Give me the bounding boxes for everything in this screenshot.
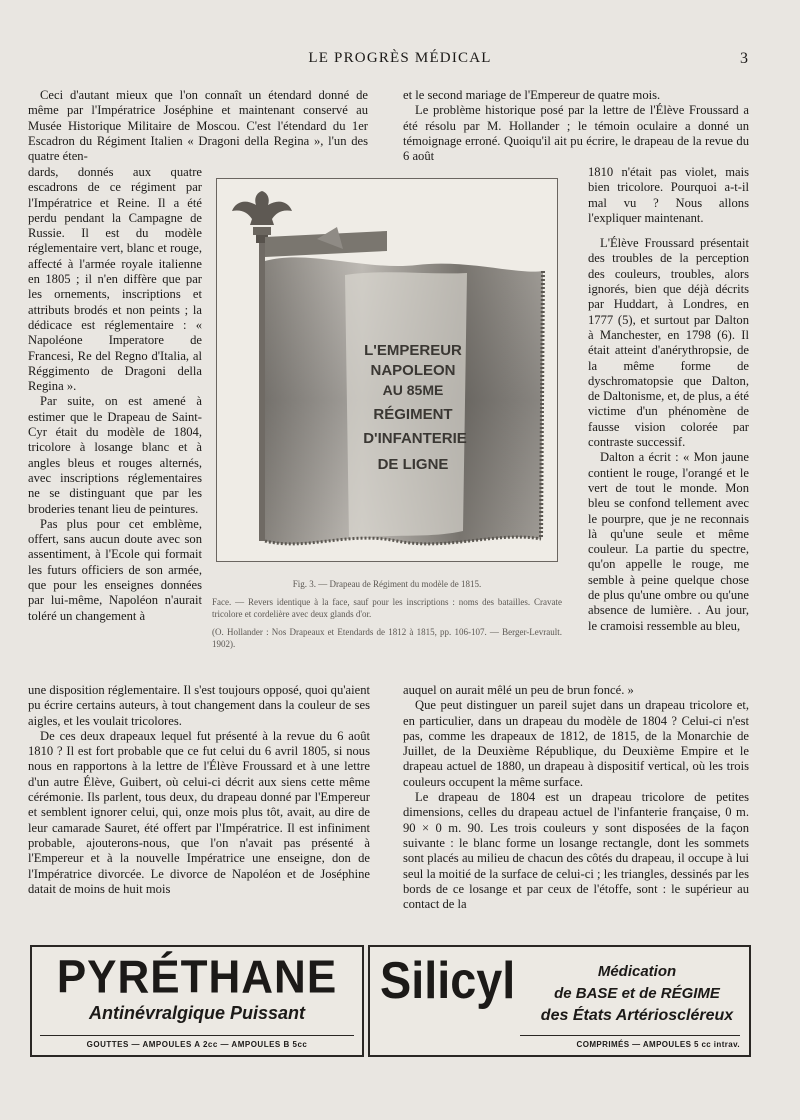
- advertisement-silicyl: [368, 945, 751, 1057]
- right-column-bottom: [403, 683, 749, 912]
- figure-caption: [212, 578, 562, 650]
- ad-tag-line: des États Artérioscléreux: [540, 1007, 734, 1024]
- paragraph: une disposition réglementaire. Il s'est toujours opposé, quoi qu'aient pu écrire certains auteurs, à tout changement dans la couleur de ses aigles, et les voulait tricolores.: [28, 683, 370, 728]
- paragraph: Pas plus pour cet emblème, offert, sans aucun doute avec son assentiment, à l'Ecole qui formait les futurs officiers de son armée, que pour les enseignes données par lui-même, Napoléon n'aurait toléré un changement à: [28, 516, 202, 623]
- paragraph: Que peut distinguer un pareil sujet dans un drapeau tricolore et, en particulier, dans un drapeau du modèle de 1804 ? Celui-ci n'est pas, comme les drapeaux de 1812, de 1815, de la Monarchie de Juillet, de la Deuxième République, du Deuxième Empire et le drapeau actuel de 1880, un drapeau à dispositif vertical, où les trois couleurs occupent la même surface.: [403, 698, 749, 789]
- ad-brand: Silicyl: [380, 952, 516, 1010]
- caption-title: Fig. 3. — Drapeau de Régiment du modèle de 1815.: [292, 579, 482, 589]
- inscription-line: RÉGIMENT: [373, 406, 453, 423]
- flag-illustration: [217, 179, 557, 561]
- paragraph: auquel on aurait mêlé un peu de brun foncé. »: [403, 683, 634, 697]
- paragraph: Le drapeau de 1804 est un drapeau tricolore de petites dimensions, celles du drapeau actuel de l'infanterie française, 0 m. 90 × 0 m. 90. Les trois couleurs y sont disposées de la façon suivante : le blanc forme un losange rectangle, dont les sommets sont placés au milieu de chacun des côtés du drapeau, il occupe à lui seul la moitié de la surface de celui-ci ; les triangles, dessinés par les bords de ce losange et par ceux de l'étoffe, sont : le supérieur au contact de la: [403, 790, 749, 912]
- paragraph: 1810 n'était pas violet, mais bien tricolore. Pourquoi a-t-il mal vu ? Nous allons l'expliquer maintenant.: [588, 165, 749, 225]
- paragraph: Dalton a écrit : « Mon jaune contient le rouge, l'orangé et le vert de tout le monde. Mon bleu se confond tellement avec le pourpre, que je ne reconnais là qu'une seule et même couleur. La partie du spectre, qu'on appelle le rouge, me semble à peine quelque chose de plus qu'une ombre ou qu'une absence de lumière. . Au jour, le cramoisi ressemble au bleu,: [588, 450, 749, 633]
- flag-pole: [259, 241, 265, 541]
- page-number: 3: [740, 50, 748, 67]
- ad-footer: COMPRIMÉS — AMPOULES 5 cc intrav.: [520, 1035, 740, 1049]
- right-column-narrow: [588, 165, 749, 634]
- caption-body: Face. — Revers identique à la face, sauf pour les inscriptions : noms des batailles. Cravate tricolore et cordelière avec deux glands d'or.: [212, 597, 562, 619]
- left-column-narrow: [28, 165, 202, 624]
- ad-tag-line: de BASE et de RÉGIME: [554, 985, 720, 1002]
- ad-footer: GOUTTES — AMPOULES A 2cc — AMPOULES B 5cc: [40, 1035, 354, 1049]
- ad-brand: PYRÉTHANE: [56, 951, 338, 1004]
- page-header: [0, 50, 800, 72]
- journal-title: LE PROGRÈS MÉDICAL: [308, 50, 492, 66]
- inscription-line: AU 85ME: [382, 382, 444, 398]
- ad-tagline: [530, 961, 744, 1027]
- inscription-line: NAPOLEON: [370, 362, 456, 379]
- inscription-line: DE LIGNE: [377, 456, 449, 473]
- ad-tag-line: Médication: [597, 963, 677, 980]
- paragraph: L'Élève Froussard présentait des troubles de la perception des couleurs, troubles, alors ignorés, bien que déjà décrits par Huddart, à Londres, en 1777 (5), et surtout par Dalton à Manchester, en 1798 (6). Il était atteint d'anérythropsie, de la même forme de dyschromatopsie que Dalton, de Daltonisme, et, de plus, a été victime d'un phénomène de fausse vision colorée par contraste successif.: [588, 236, 749, 450]
- paragraph: De ces deux drapeaux lequel fut présenté à la revue du 6 août 1810 ? Il est fort probable que ce fut celui du 6 avril 1805, si nous nous en rapportons à la lettre de l'Élève Froussard et à une lettre d'un autre Élève, Guibert, où celui-ci décrit aux siens cette même cérémonie. Ils parlent, tous deux, du drapeau donné par l'Empereur et semblent ignorer celui, qui, onze mois plus tôt, avait, au dire de leur camarade Sauret, été offert par l'Impératrice. Il est infiniment probable, ajouterons-nous, que l'on n'avait pas présenté à l'Empereur et à la nouvelle Impératrice une enseigne, don de l'Impératrice divorcée. Le divorce de Napoléon et de Joséphine datait de moins de huit mois: [28, 728, 370, 896]
- paragraph: Le problème historique posé par la lettre de l'Élève Froussard a été résolu par M. Hollander ; le témoin oculaire a donné un témoignage erroné. Quoiqu'il ait pu écrire, le drapeau de la revue du 6 août: [403, 103, 749, 164]
- inscription-line: L'EMPEREUR: [364, 342, 462, 359]
- advertisement-pyrethane: [30, 945, 364, 1057]
- paragraph: dards, donnés aux quatre escadrons de ce régiment par l'Impératrice et Reine. Il a été perdu pendant la Campagne de Russie. Il est du modèle réglementaire vert, blanc et rouge, affecté à l'armée royale italienne en 1805 ; il n'en diffère que par les ornements, inscriptions et attributs brodés et non peints ; la dédicace est réglementaire : « Napoléone Imperatore de Francesi, Re del Regno d'Italia, al Réggimento de Dragoni della Regina ».: [28, 165, 202, 394]
- left-column-bottom: [28, 683, 370, 897]
- caption-source: (O. Hollander : Nos Drapeaux et Etendards de 1812 à 1815, pp. 106-107. — Berger-Levrault. 1902).: [212, 627, 562, 649]
- inscription-line: D'INFANTERIE: [363, 430, 467, 447]
- flag-photograph: [216, 178, 558, 562]
- paragraph: Par suite, on est amené à estimer que le Drapeau de Saint-Cyr était du modèle de 1804, tricolore à losange blanc et à angles bleus et rouges alternés, avec inscriptions réglementaires ne se distinguant que par les broderies tenant lieu de peintures.: [28, 394, 202, 516]
- ad-tagline: Antinévralgique Puissant: [88, 1003, 306, 1023]
- paragraph: et le second mariage de l'Empereur de quatre mois.: [403, 88, 661, 102]
- left-column-top: [28, 88, 368, 164]
- right-column-top: [403, 88, 749, 164]
- paragraph: Ceci d'autant mieux que l'on connaît un étendard donné de même par l'Impératrice Joséphine et maintenant conservé au Musée Historique Militaire de Moscou. C'est l'étendard du 1er Escadron du Régiment Italien « Dragoni della Regina », l'un des quatre éten-: [28, 88, 368, 164]
